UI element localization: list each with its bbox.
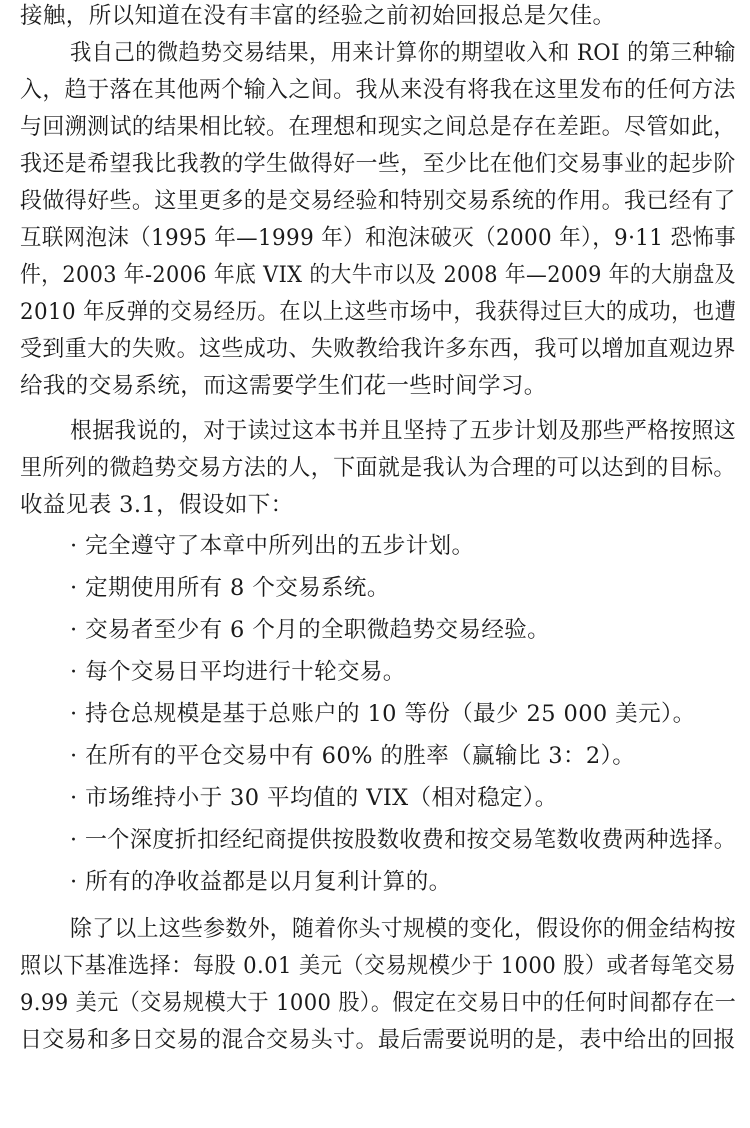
paragraph-line: 收益见表 3.1，假设如下： — [20, 492, 294, 518]
paragraph-line: 除了以上这些参数外，随着你头寸规模的变化，假设你的佣金结构按 — [70, 916, 737, 942]
paragraph-line: 我还是希望我比我教的学生做得好一些，至少比在他们交易事业的起步阶 — [20, 151, 736, 177]
paragraph-line: 9.99 美元（交易规模大于 1000 股）。假定在交易日中的任何时间都存在一 — [20, 990, 737, 1016]
list-item: · 持仓总规模是基于总账户的 10 等份（最少 25 000 美元）。 — [70, 701, 696, 727]
list-item: · 交易者至少有 6 个月的全职微趋势交易经验。 — [70, 617, 551, 643]
paragraph-line: 我自己的微趋势交易结果，用来计算你的期望收入和 ROI 的第三种输 — [70, 40, 736, 66]
paragraph-line: 里所列的微趋势交易方法的人，下面就是我认为合理的可以达到的目标。 — [20, 455, 736, 481]
paragraph-line: 2010 年反弹的交易经历。在以上这些市场中，我获得过巨大的成功，也遭 — [20, 299, 737, 325]
paragraph-line: 接触，所以知道在没有丰富的经验之前初始回报总是欠佳。 — [20, 3, 616, 29]
paragraph-line: 与回溯测试的结果相比较。在理想和现实之间总是存在差距。尽管如此， — [20, 114, 736, 140]
list-item: · 所有的净收益都是以月复利计算的。 — [70, 869, 452, 895]
paragraph-line: 日交易和多日交易的混合交易头寸。最后需要说明的是，表中给出的回报 — [20, 1027, 736, 1053]
list-item: · 一个深度折扣经纪商提供按股数收费和按交易笔数收费两种选择。 — [70, 827, 737, 853]
list-item: · 在所有的平仓交易中有 60% 的胜率（赢输比 3：2）。 — [70, 743, 636, 769]
list-item: · 完全遵守了本章中所列出的五步计划。 — [70, 533, 475, 559]
paragraph-line: 根据我说的，对于读过这本书并且坚持了五步计划及那些严格按照这 — [70, 418, 737, 444]
paragraph-line: 段做得好些。这里更多的是交易经验和特别交易系统的作用。我已经有了 — [20, 188, 736, 214]
paragraph-line: 入，趋于落在其他两个输入之间。我从来没有将我在这里发布的任何方法 — [20, 77, 736, 103]
paragraph-line: 照以下基准选择：每股 0.01 美元（交易规模少于 1000 股）或者每笔交易 — [20, 953, 737, 979]
list-item: · 每个交易日平均进行十轮交易。 — [70, 659, 406, 685]
list-item: · 市场维持小于 30 平均值的 VIX（相对稳定）。 — [70, 785, 558, 811]
paragraph-line: 受到重大的失败。这些成功、失败教给我许多东西，我可以增加直观边界 — [20, 336, 736, 362]
list-item: · 定期使用所有 8 个交易系统。 — [70, 575, 390, 601]
paragraph-line: 件，2003 年-2006 年底 VIX 的大牛市以及 2008 年—2009 年的大崩盘及 — [20, 262, 736, 288]
paragraph-line: 互联网泡沫（1995 年—1999 年）和泡沫破灭（2000 年），9·11 恐怖事 — [20, 225, 737, 251]
paragraph-line: 给我的交易系统，而这需要学生们花一些时间学习。 — [20, 373, 547, 399]
